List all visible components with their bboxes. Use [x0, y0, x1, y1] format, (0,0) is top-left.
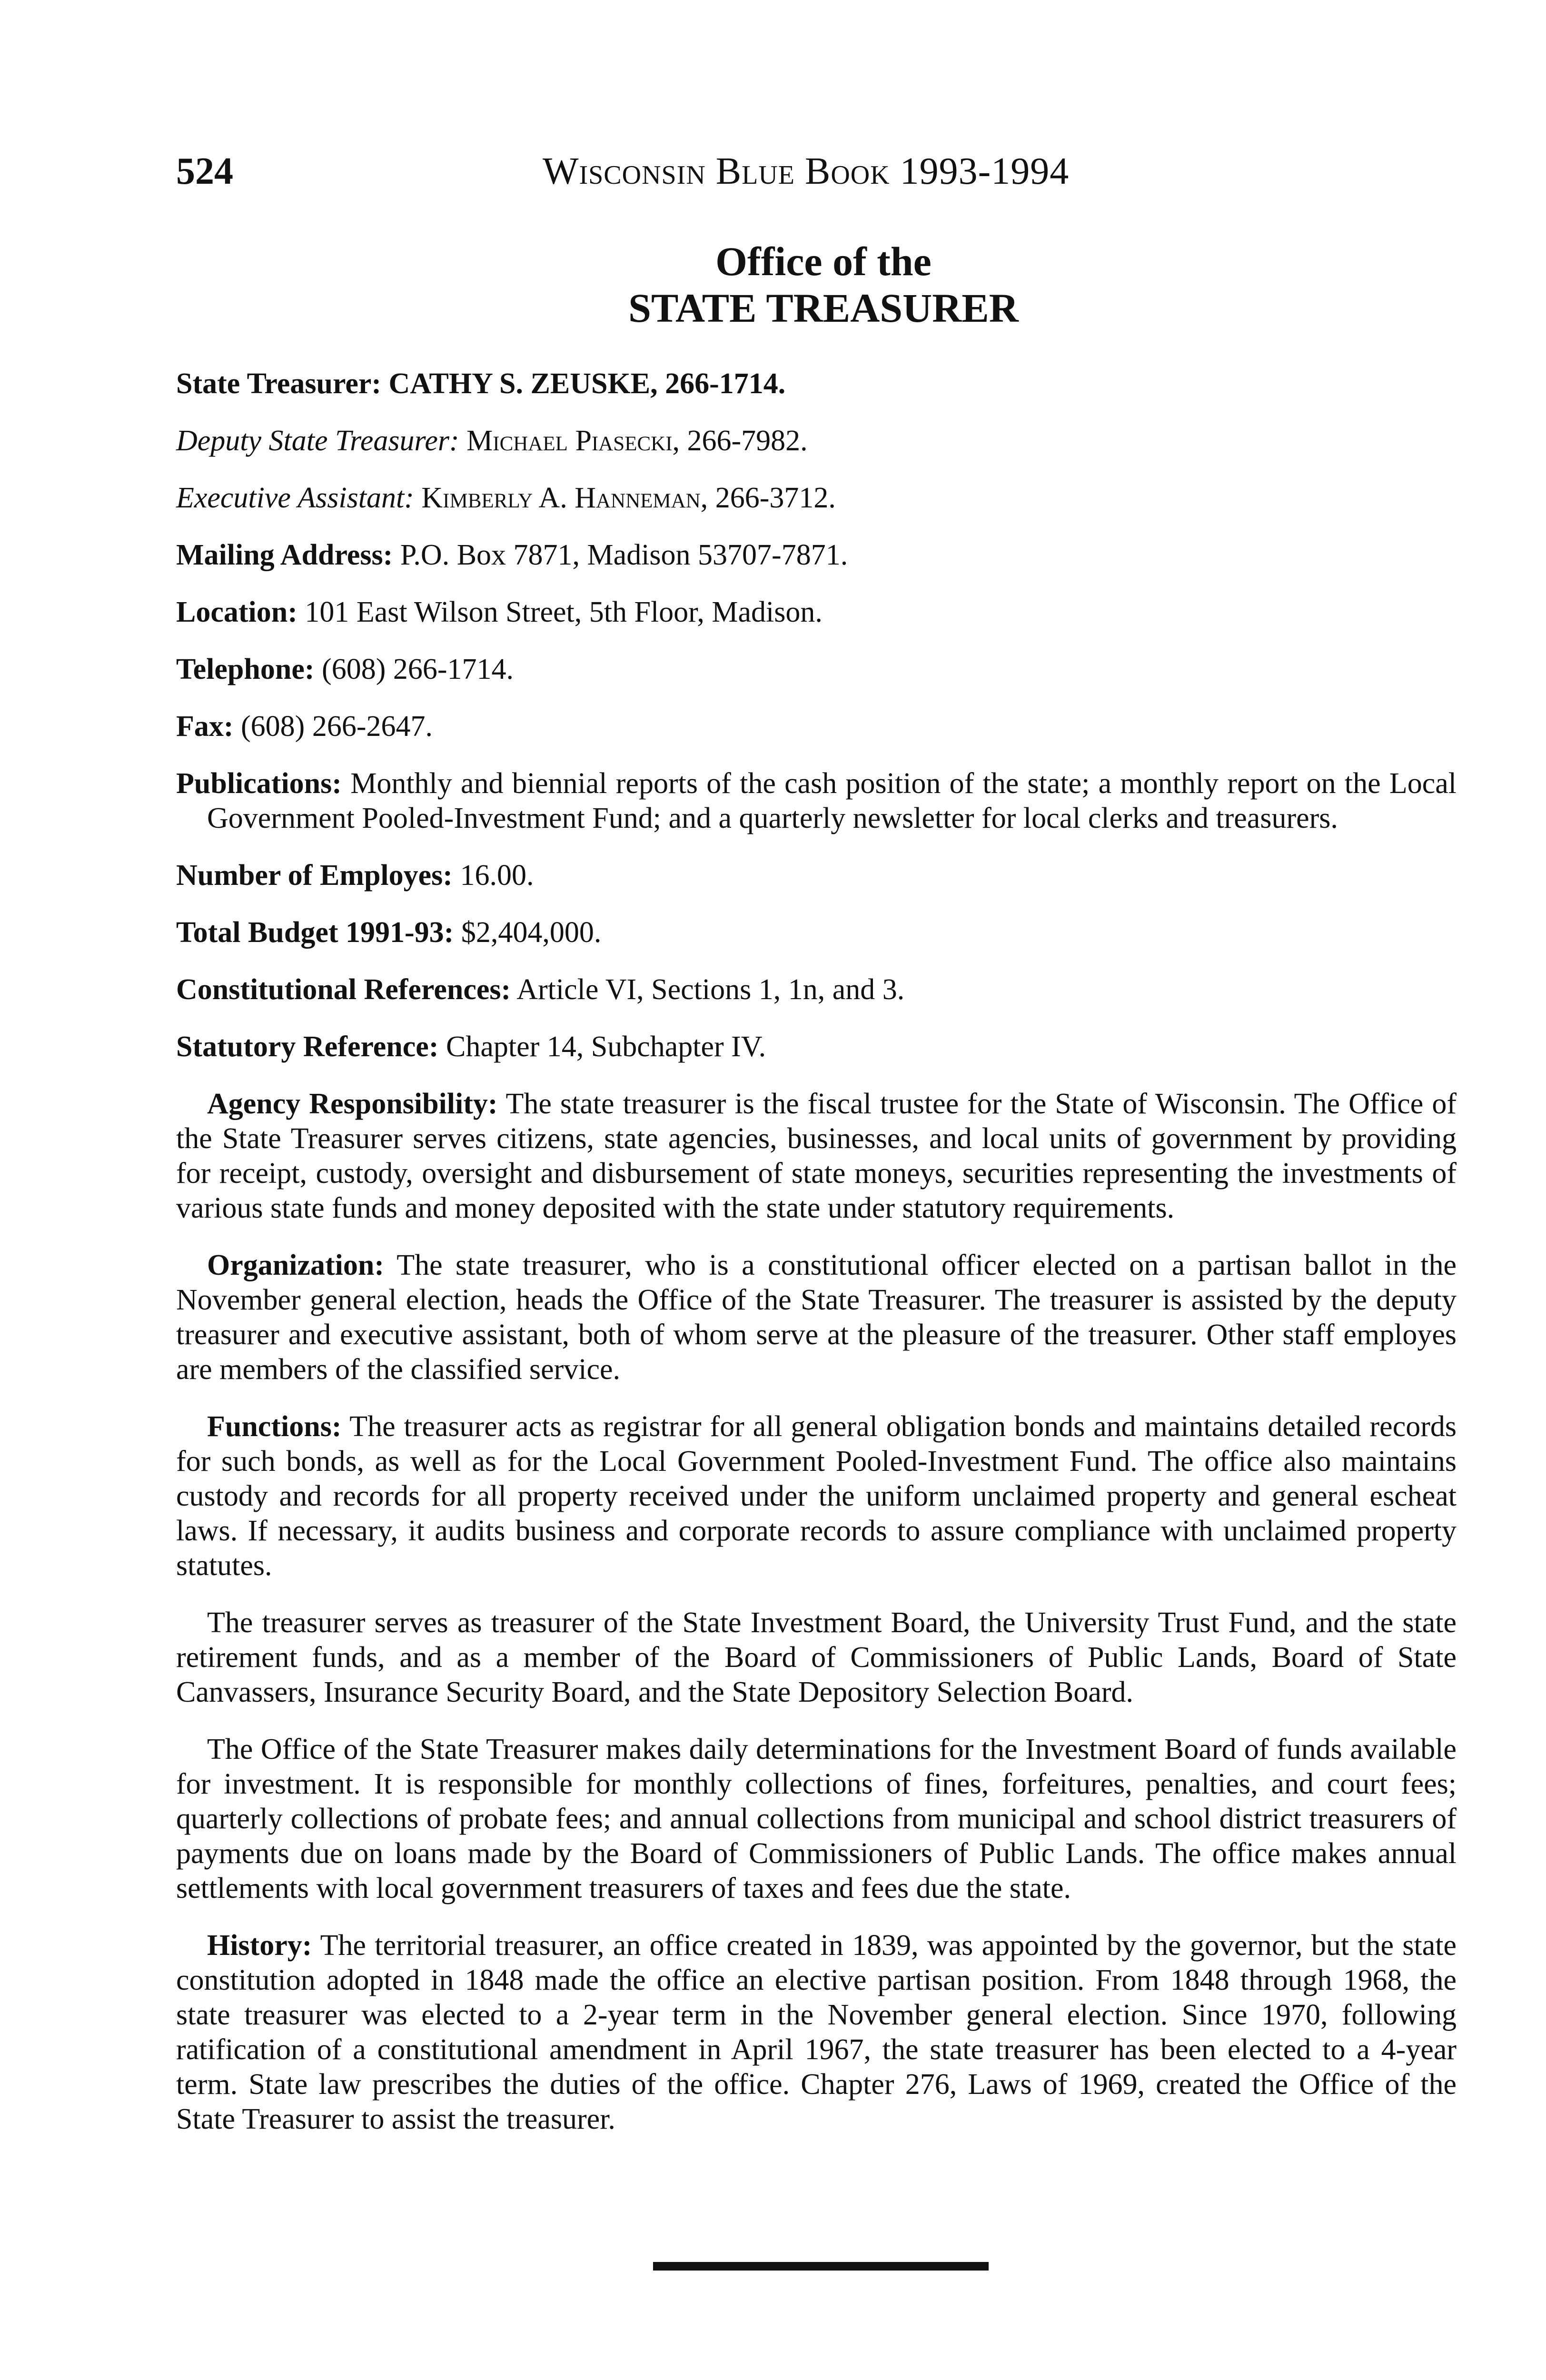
field-value: Michael Piasecki, 266-7982.	[466, 425, 808, 457]
field-executive-assistant	[176, 481, 1457, 516]
field-number-of-employes	[176, 858, 1457, 893]
field-label: Total Budget 1991-93:	[176, 916, 454, 949]
functions-paragraph-2: The treasurer serves as treasurer of the State Investment Board, the University Trust Fund, and the state retirement funds, and as a member of the Board of Commissioners of Public Lands, Board of State Canvassers, Insurance Security Board, and the State Depository Selection Board.	[176, 1606, 1457, 1708]
section-text: The treasurer acts as registrar for all general obligation bonds and maintains detailed records for such bonds, as well as for the Local Government Pooled-Investment Fund. The office also maintains custody and records for all property received under the uniform unclaimed property and general escheat laws. If necessary, it audits business and corporate records to assure compliance with unclaimed property statutes.	[176, 1410, 1457, 1582]
functions-paragraph	[176, 1409, 1457, 1583]
field-fax	[176, 709, 1457, 744]
section-text: The territorial treasurer, an office created in 1839, was appointed by the governor, but the state constitution adopted in 1848 made the office an elective partisan position. From 1848 through 1968, the state treasurer was elected to a 2-year term in the November general election. Since 1970, following ratification of a constitutional amendment in April 1967, the state treasurer has been elected to a 4-year term. State law prescribes the duties of the office. Chapter 276, Laws of 1969, created the Office of the State Treasurer to assist the treasurer.	[176, 1929, 1457, 2135]
section-label: History:	[207, 1929, 312, 1962]
section-text: The state treasurer, who is a constitutional officer elected on a partisan ballot in the November general election, heads the Office of the State Treasurer. The treasurer is assisted by the deputy treasurer and executive assistant, both of whom serve at the pleasure of the treasurer. Other staff employes are members of the classified service.	[176, 1249, 1457, 1386]
field-value: CATHY S. ZEUSKE, 266-1714.	[388, 367, 786, 400]
field-deputy-treasurer	[176, 424, 1457, 458]
field-label: Publications:	[176, 767, 342, 800]
field-statutory-reference	[176, 1030, 1457, 1064]
page-number: 524	[176, 150, 233, 192]
field-label: Location:	[176, 596, 297, 628]
field-label: Mailing Address:	[176, 539, 393, 571]
field-label: Deputy State Treasurer:	[176, 425, 459, 457]
field-label: Executive Assistant:	[176, 482, 414, 514]
field-value: P.O. Box 7871, Madison 53707-7871.	[400, 539, 848, 571]
office-title-line-1: Office of the	[715, 238, 932, 284]
section-label: Organization:	[207, 1249, 384, 1281]
field-value: 16.00.	[460, 859, 534, 892]
field-value: 101 East Wilson Street, 5th Floor, Madison.	[305, 596, 823, 628]
field-value: (608) 266-1714.	[322, 653, 514, 685]
section-label: Agency Responsibility:	[207, 1088, 498, 1120]
office-title	[176, 238, 1471, 331]
field-value: Chapter 14, Subchapter IV.	[446, 1031, 766, 1063]
history-paragraph	[176, 1928, 1457, 2137]
field-value: $2,404,000.	[461, 916, 602, 949]
field-label: Telephone:	[176, 653, 315, 685]
document-body	[176, 367, 1457, 2159]
organization-paragraph	[176, 1248, 1457, 1387]
field-label: Constitutional References:	[176, 973, 511, 1006]
field-value: Article VI, Sections 1, 1n, and 3.	[516, 973, 905, 1006]
office-title-line-2: STATE TREASURER	[628, 285, 1019, 331]
field-state-treasurer	[176, 367, 1457, 401]
field-constitutional-references	[176, 972, 1457, 1007]
page-header	[176, 143, 1138, 200]
field-total-budget	[176, 915, 1457, 950]
running-title: Wisconsin Blue Book 1993-1994	[543, 150, 1070, 192]
field-label: Statutory Reference:	[176, 1031, 439, 1063]
field-label: Number of Employes:	[176, 859, 453, 892]
field-publications	[176, 766, 1457, 836]
field-location	[176, 595, 1457, 630]
field-value: Monthly and biennial reports of the cash position of the state; a monthly report on the Local Government Pooled-Investment Fund; and a quarterly newsletter for local clerks and treasurers.	[207, 767, 1457, 834]
functions-paragraph-3: The Office of the State Treasurer makes daily determinations for the Investment Board of funds available for investment. It is responsible for monthly collections of fines, forfeitures, penalties, and court fees; quarterly collections of probate fees; and annual collections from municipal and school district treasurers of payments due on loans made by the Board of Commissioners of Public Lands. The office makes annual settlements with local government treasurers of taxes and fees due the state.	[176, 1733, 1457, 1904]
field-value: (608) 266-2647.	[241, 710, 433, 743]
field-value: Kimberly A. Hanneman, 266-3712.	[421, 482, 836, 514]
field-label: State Treasurer:	[176, 367, 382, 400]
section-text: The state treasurer is the fiscal trustee for the State of Wisconsin. The Office of the State Treasurer serves citizens, state agencies, businesses, and local units of government by providing for receipt, custody, oversight and disbursement of state moneys, securities representing the investments of various state funds and money deposited with the state under statutory requirements.	[176, 1088, 1457, 1224]
field-mailing-address	[176, 538, 1457, 573]
end-rule	[653, 2262, 989, 2271]
field-label: Fax:	[176, 710, 234, 743]
agency-responsibility-paragraph	[176, 1087, 1457, 1226]
section-label: Functions:	[207, 1410, 342, 1443]
field-telephone	[176, 652, 1457, 687]
